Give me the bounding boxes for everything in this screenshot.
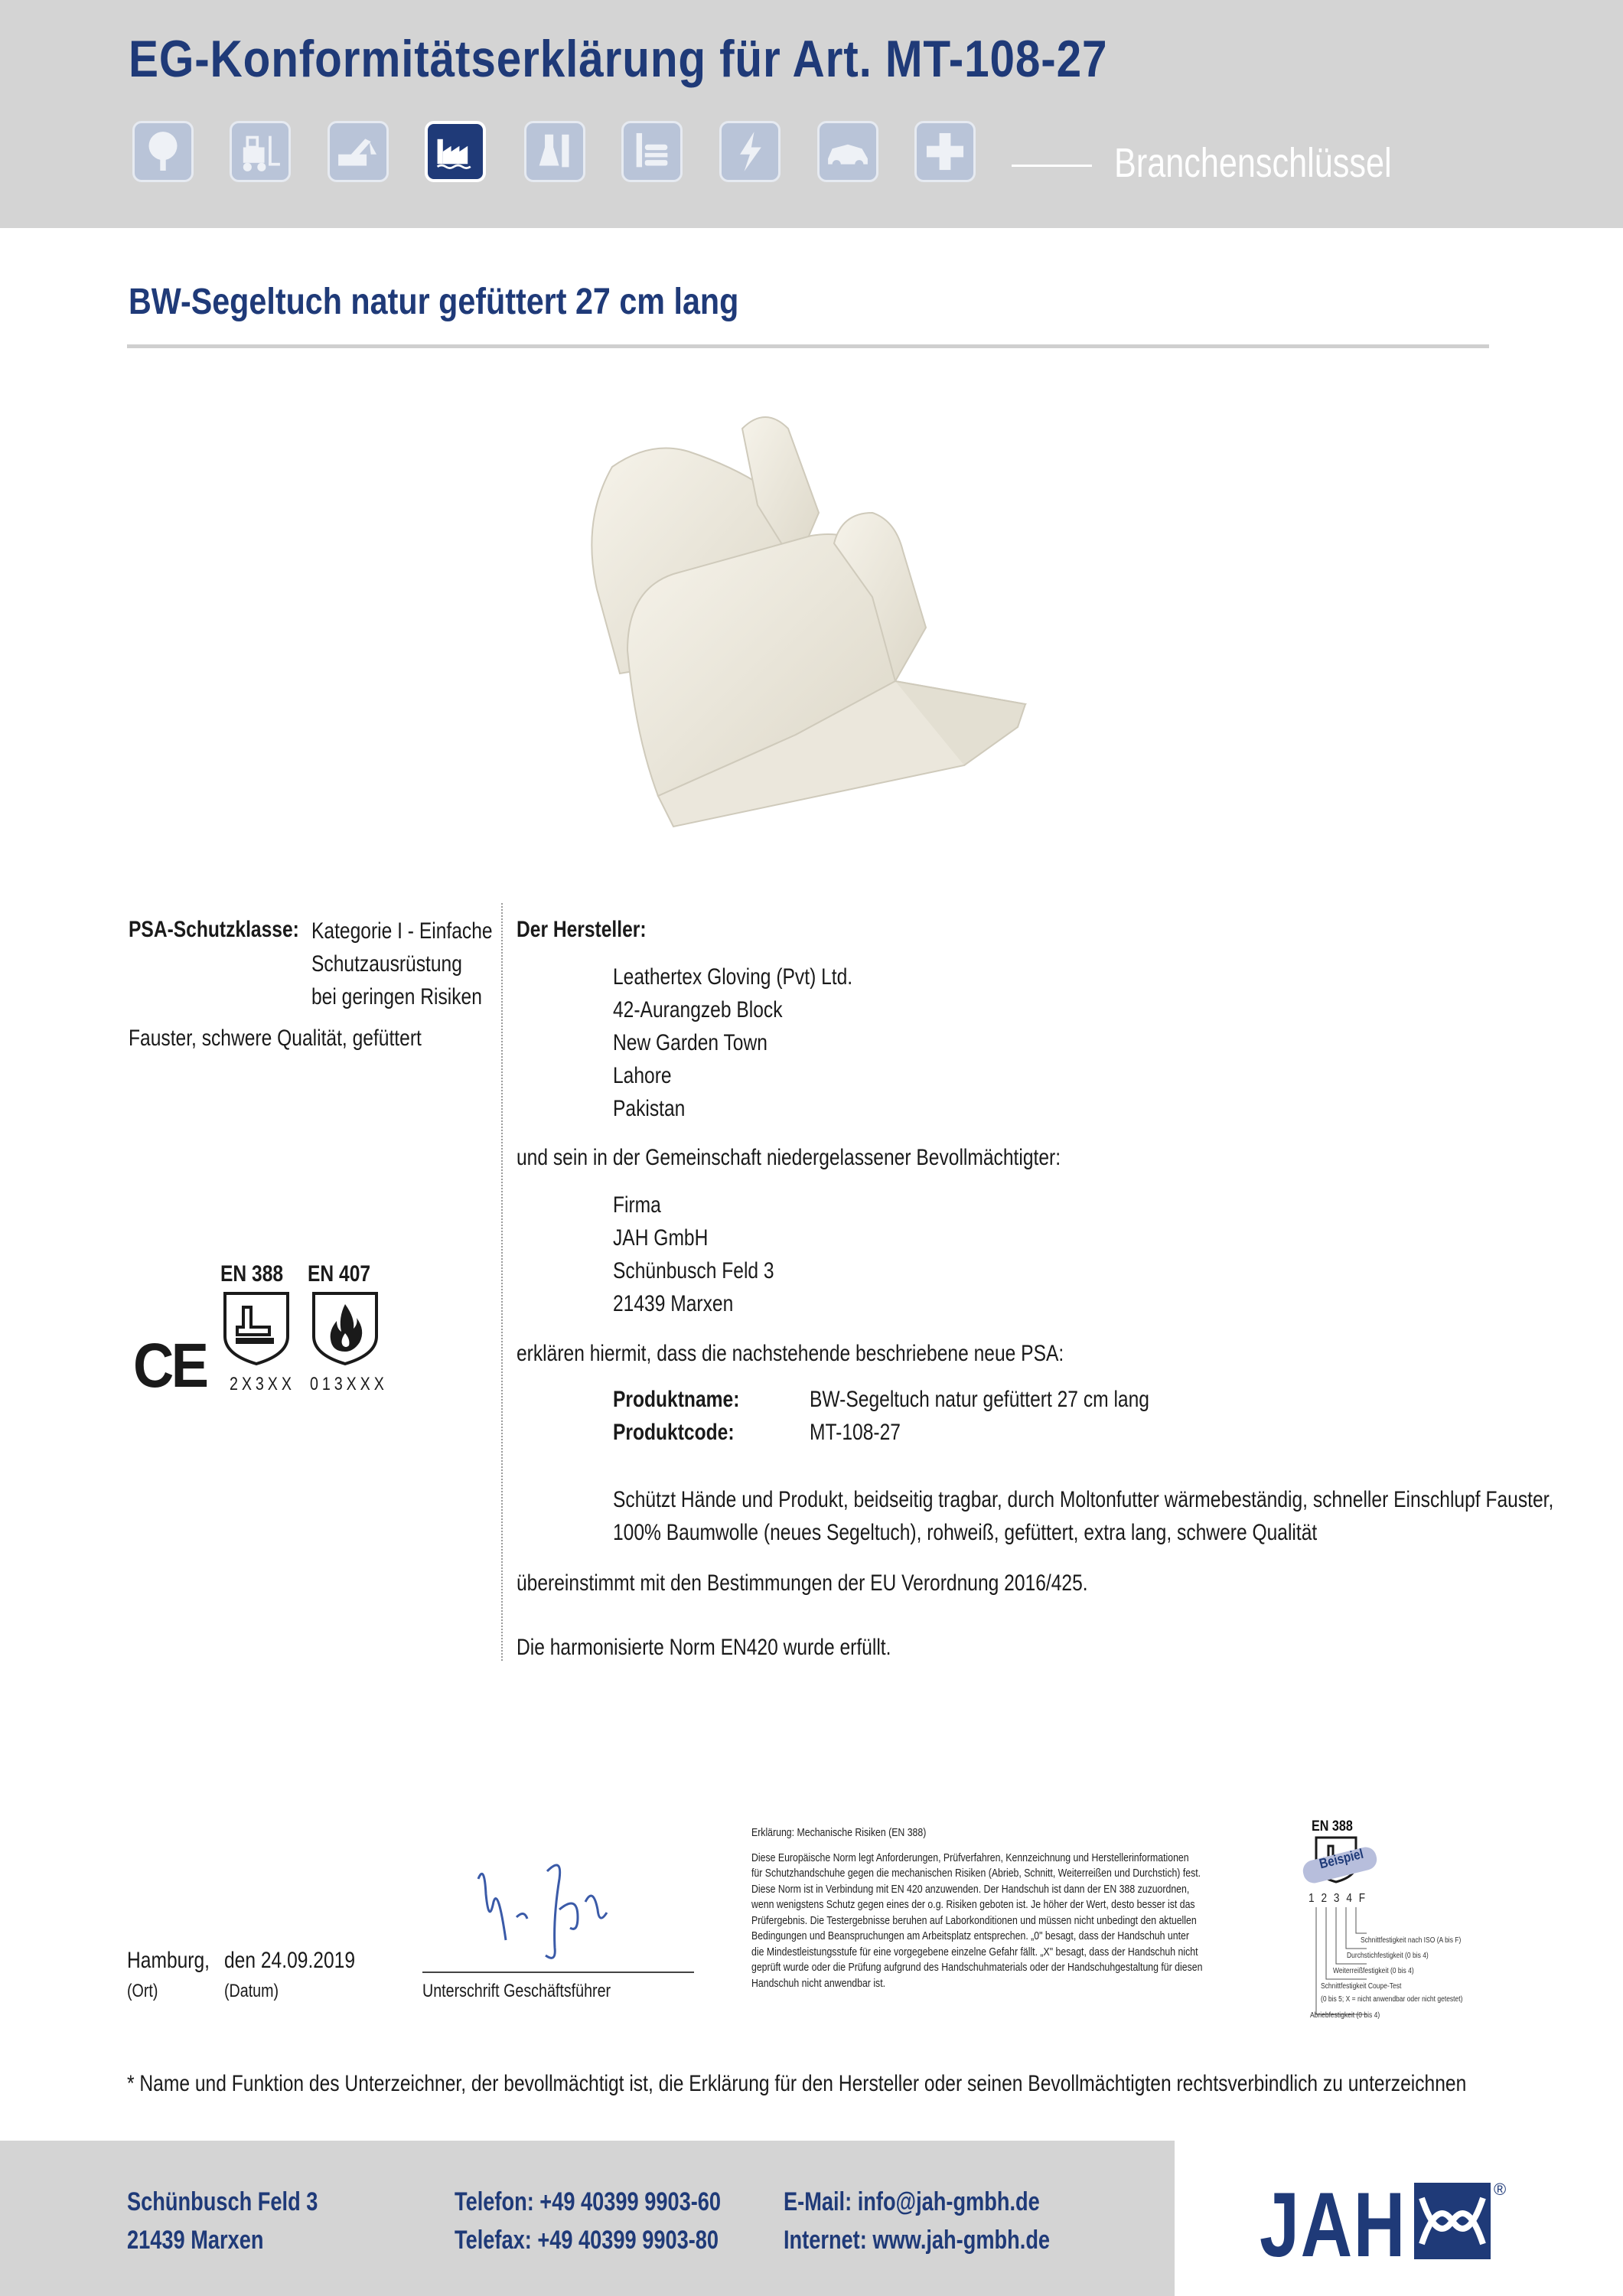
signature-place: Hamburg, (127, 1948, 210, 1973)
footer-band (0, 2141, 1175, 2296)
manufacturer-line: Pakistan (613, 1096, 686, 1121)
ce-mark: CE (133, 1331, 207, 1401)
manufacturer-line: 42-Aurangzeb Block (613, 997, 783, 1022)
signature-line (422, 1971, 694, 1973)
legend-line: (0 bis 5; X = nicht anwendbar oder nicht getestet) (1321, 1995, 1463, 2004)
place-caption: (Ort) (127, 1981, 158, 2001)
explanation-line: Diese Europäische Norm legt Anforderungen, Prüfverfahren, Kennzeichnung und Herstellerinformationen (751, 1851, 1189, 1864)
tree-icon (132, 121, 194, 182)
example-norm-title: EN 388 (1312, 1818, 1353, 1835)
legend-line: Schnittfestigkeit nach ISO (A bis F) (1361, 1936, 1462, 1945)
manufacturer-line: Lahore (613, 1063, 672, 1088)
explanation-line: wenn wenigstens Schutz gegen eines der o.g. Risiken geboten ist. Je höher der Wert, desto besser ist das (751, 1898, 1195, 1911)
sector-label: Branchenschlüssel (1114, 140, 1392, 186)
explanation-line: die Mindestleistungsstufe für eine vorgegebene einzelne Gefahr fällt. „X" besagt, dass der Handschuh nicht (751, 1945, 1198, 1958)
psa-class-value-line: bei geringen Risiken (311, 984, 482, 1009)
lab-flask-icon (524, 121, 585, 182)
electric-icon (719, 121, 781, 182)
footnote: * Name und Funktion des Unterzeichner, der bevollmächtigt ist, die Erklärung für den Hersteller oder seinen Bevollmächtigten rechtsverbindlich zu unterzeichnen (127, 2071, 1467, 2096)
legend-line: Schnittfestigkeit Coupe-Test (1321, 1982, 1402, 1991)
manufacturer-line: Leathertex Gloving (Pvt) Ltd. (613, 964, 853, 990)
construction-icon (328, 121, 389, 182)
legend-line: Durchstichfestigkeit (0 bis 4) (1347, 1952, 1429, 1960)
representative-line: Schünbusch Feld 3 (613, 1258, 774, 1283)
representative-intro: und sein in der Gemeinschaft niedergelassener Bevollmächtigter: (517, 1145, 1061, 1170)
psa-class-value-line: Schutzausrüstung (311, 951, 462, 977)
footer-email-link[interactable]: E-Mail: info@jah-gmbh.de (784, 2187, 1040, 2216)
explanation-line: für Schutzhandschuhe gegen die mechanischen Risiken (Abrieb, Schnitt, Weiterreißen und Durchstich) fest. (751, 1867, 1201, 1880)
footer-address-line: 21439 Marxen (127, 2226, 264, 2255)
explanation-line: geprüft wurde oder die Prüfung aufgrund des Handschuhmaterials oder der Handschuhgestaltung für diesen (751, 1961, 1203, 1974)
column-divider (501, 903, 503, 1661)
explanation-line: Prüfergebnis. Die Testergebnisse beruhen auf Laborkonditionen und müssen nicht unbedingt den aktuellen (751, 1914, 1197, 1927)
signer-caption: Unterschrift Geschäftsführer (422, 1981, 611, 2001)
en388-mechanical-hazard-icon (220, 1290, 292, 1367)
explanation-line: Handschuh nicht anwendbar ist. (751, 1977, 886, 1990)
legend-line: Abriebfestigkeit (0 bis 4) (1310, 2011, 1380, 2020)
representative-line: 21439 Marxen (613, 1291, 734, 1316)
glove-product-image (566, 398, 1056, 872)
psa-class-value-line: Kategorie I - Einfache (311, 918, 493, 944)
header-band (0, 0, 1623, 228)
harmonised-standard-statement: Die harmonisierte Norm EN420 wurde erfüllt. (517, 1635, 891, 1660)
manufacturer-line: New Garden Town (613, 1030, 768, 1055)
product-code-label: Produktcode: (613, 1420, 735, 1445)
product-details-line: 100% Baumwolle (neues Segeltuch), rohweiß, gefüttert, extra lang, schwere Qualität (613, 1520, 1318, 1545)
explanation-line: Bedingungen und Beanspruchungen am Arbeitsplatz entsprechen. „0" besagt, dass der Handschuh unter (751, 1929, 1189, 1942)
norm-code: 2X3XX (230, 1374, 295, 1394)
footer-phone: Telefon: +49 40399 9903-60 (455, 2187, 722, 2216)
footer-website-link[interactable]: Internet: www.jah-gmbh.de (784, 2226, 1051, 2255)
representative-line: JAH GmbH (613, 1225, 709, 1251)
example-badge: Beispiel (1318, 1845, 1365, 1872)
date-caption: (Datum) (224, 1981, 279, 2001)
explanation-heading: Erklärung: Mechanische Risiken (EN 388) (751, 1826, 927, 1839)
declaration-intro: erklären hiermit, dass die nachstehende beschriebene neue PSA: (517, 1341, 1064, 1366)
manufacturer-heading: Der Hersteller: (517, 917, 647, 942)
conformity-statement: übereinstimmt mit den Bestimmungen der EU Verordnung 2016/425. (517, 1570, 1088, 1596)
representative-line: Firma (613, 1192, 661, 1218)
example-digits: 1 2 3 4 F (1309, 1892, 1367, 1905)
legend-line: Weiterreißfestigkeit (0 bis 4) (1333, 1967, 1414, 1975)
explanation-line: Diese Norm ist in Verbindung mit EN 420 anzuwenden. Der Handschuh ist dann der EN 388 zuzuordnen, (751, 1883, 1190, 1896)
automotive-icon (817, 121, 878, 182)
factory-icon (425, 121, 486, 182)
medical-cross-icon (914, 121, 976, 182)
sector-divider-line (1012, 165, 1092, 167)
handwritten-signature (463, 1848, 616, 1971)
forklift-icon (230, 121, 291, 182)
norm-title: EN 407 (308, 1261, 371, 1287)
title-rule (127, 344, 1489, 348)
footer-fax: Telefax: +49 40399 9903-80 (455, 2226, 719, 2255)
product-details-line: Schützt Hände und Produkt, beidseitig tragbar, durch Moltonfutter wärmebeständig, schneller Einschlupf Fauster, (613, 1487, 1554, 1512)
product-code-value: MT-108-27 (810, 1420, 901, 1445)
signature-date: den 24.09.2019 (224, 1948, 356, 1973)
psa-class-label: PSA-Schutzklasse: (129, 917, 299, 942)
registered-mark: ® (1494, 2180, 1507, 2199)
jah-logo-text: JAH (1260, 2174, 1406, 2276)
product-title: BW-Segeltuch natur gefüttert 27 cm lang (129, 282, 739, 322)
product-short-description: Fauster, schwere Qualität, gefüttert (129, 1026, 422, 1051)
footer-address-line: Schünbusch Feld 3 (127, 2187, 318, 2216)
food-icon (621, 121, 683, 182)
example-legend-connectors (1309, 1907, 1370, 2022)
norm-code: 013XXX (310, 1374, 388, 1394)
document-title: EG-Konformitätserklärung für Art. MT-108-27 (129, 30, 1108, 88)
product-name-label: Produktname: (613, 1387, 740, 1412)
product-name-value: BW-Segeltuch natur gefüttert 27 cm lang (810, 1387, 1149, 1412)
norm-title: EN 388 (220, 1261, 284, 1287)
jah-logo-mark (1414, 2183, 1491, 2259)
en407-flame-icon (309, 1290, 381, 1367)
